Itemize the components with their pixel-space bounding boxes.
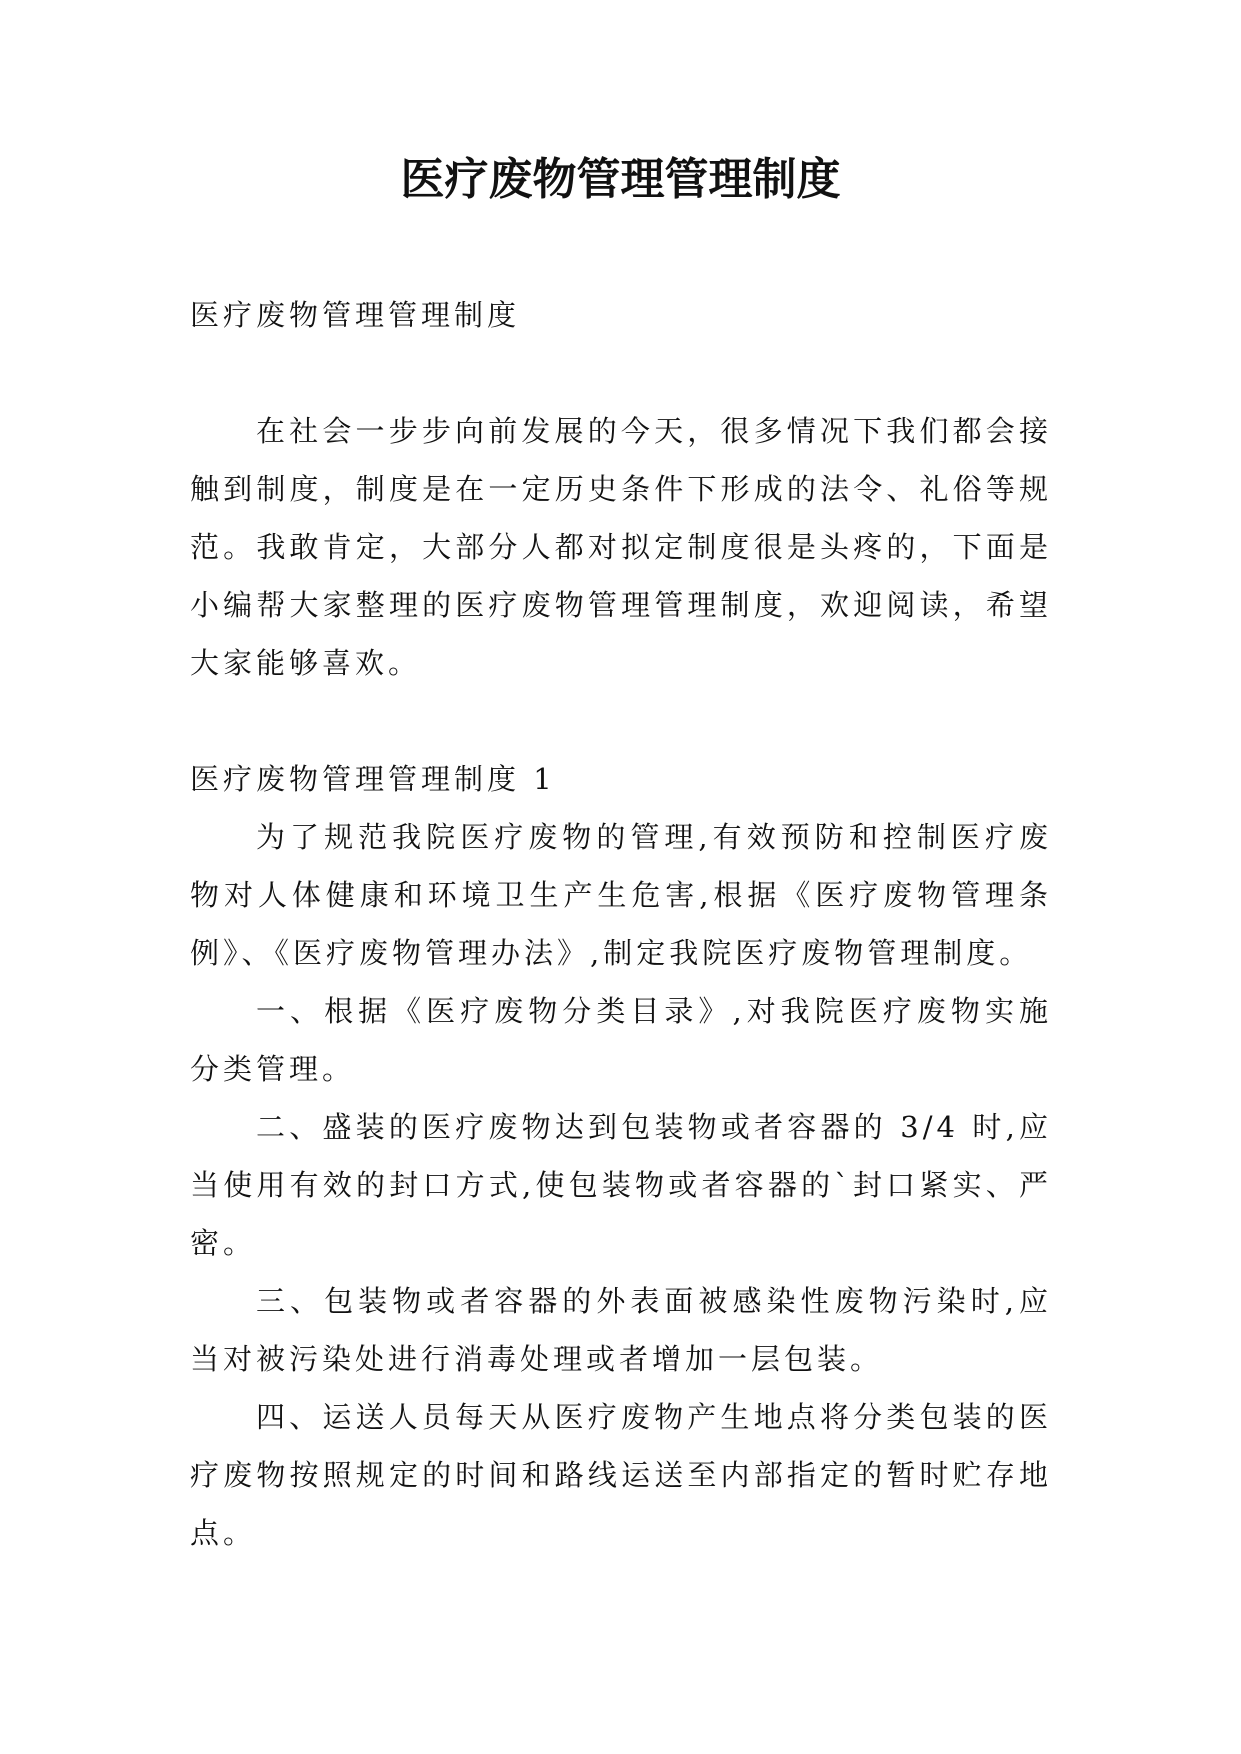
document-title: 医疗废物管理管理制度: [400, 154, 841, 205]
section-paragraph: 为了规范我院医疗废物的管理,有效预防和控制医疗废物对人体健康和环境卫生产生危害,根据《医疗废物管理条例》、《医疗废物管理办法》,制定我院医疗废物管理制度。: [190, 820, 1052, 970]
document-subtitle: 医疗废物管理管理制度: [190, 298, 521, 332]
document-body: [190, 286, 1052, 1562]
intro-paragraph: 在社会一步步向前发展的今天，很多情况下我们都会接触到制度，制度是在一定历史条件下形成的法令、礼俗等规范。我敢肯定，大部分人都对拟定制度很是头疼的，下面是小编帮大家整理的医疗废物管理管理制度，欢迎阅读，希望大家能够喜欢。: [190, 414, 1052, 680]
section-heading: 医疗废物管理管理制度 1: [190, 762, 556, 796]
section-paragraph: 四、运送人员每天从医疗废物产生地点将分类包装的医疗废物按照规定的时间和路线运送至内部指定的暂时贮存地点。: [190, 1400, 1052, 1550]
section-paragraph: 三、包装物或者容器的外表面被感染性废物污染时,应当对被污染处进行消毒处理或者增加一层包装。: [190, 1284, 1052, 1376]
section-paragraph: 二、盛装的医疗废物达到包装物或者容器的 3/4 时,应当使用有效的封口方式,使包装物或者容器的`封口紧实、严密。: [190, 1110, 1052, 1260]
section-paragraph: 一、根据《医疗废物分类目录》,对我院医疗废物实施分类管理。: [190, 994, 1052, 1086]
